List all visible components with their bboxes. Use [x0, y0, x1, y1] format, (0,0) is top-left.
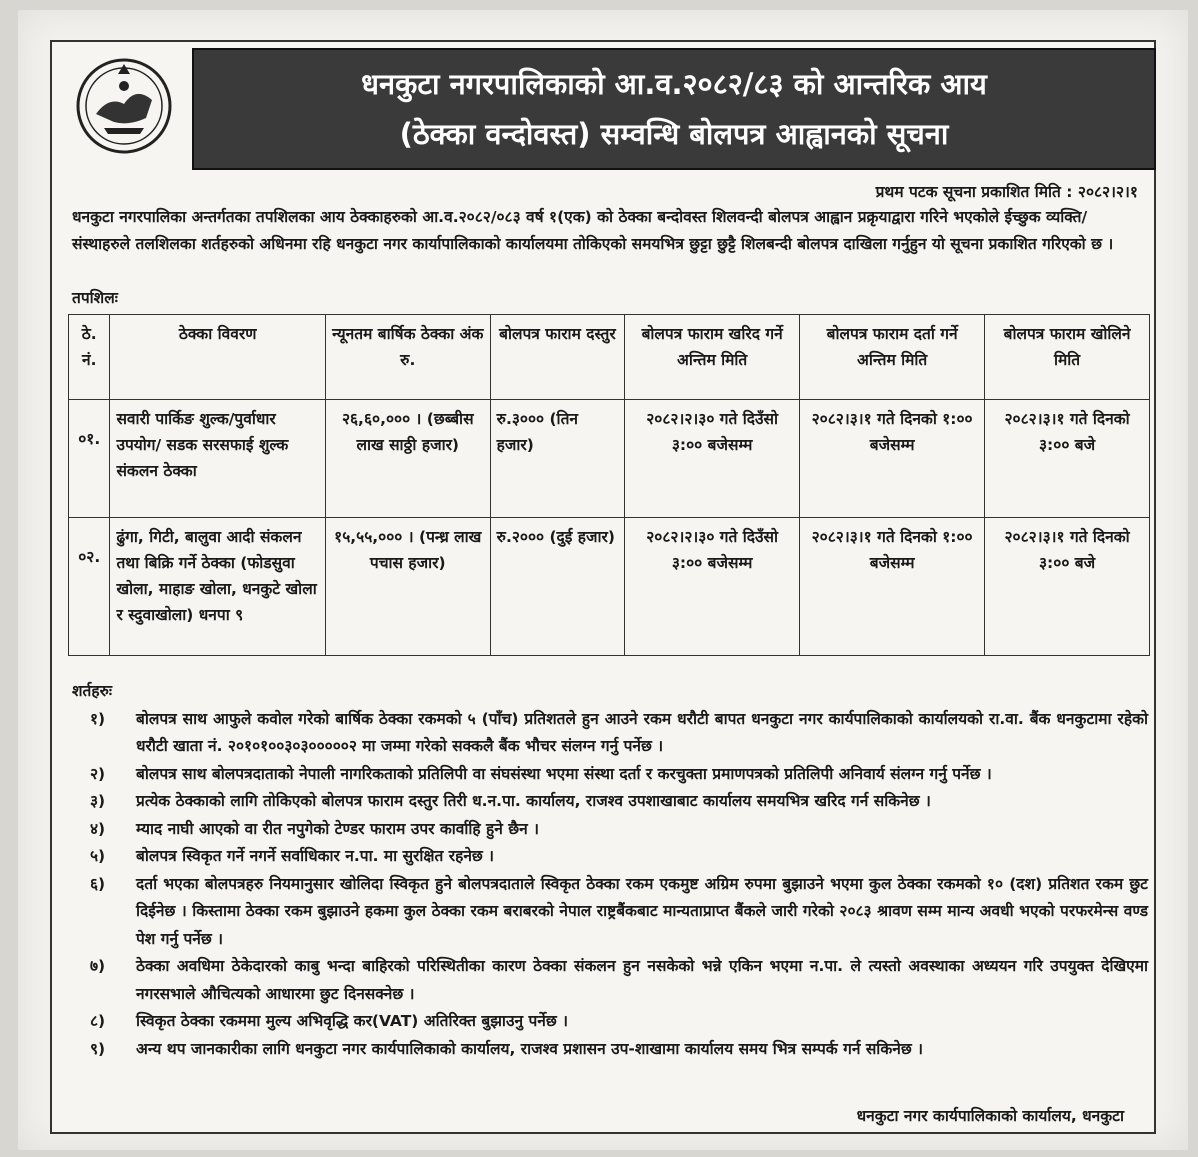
list-item: [72, 1036, 1148, 1064]
cell-reg-date: २०८२।३।१ गते दिनको १:०० बजेसम्म: [800, 400, 985, 518]
term-number: २): [90, 764, 106, 783]
schedule-label: तपशिलः: [72, 289, 118, 307]
term-text: अन्य थप जानकारीका लागि धनकुटा नगर कार्यपालिकाको कार्यालय, राजश्व प्रशासन उप-शाखामा कार्यालय समय भित्र सम्पर्क गर्न सकिनेछ ।: [136, 1039, 923, 1058]
publish-date: प्रथम पटक सूचना प्रकाशित मिति : २०८२।२।१: [875, 183, 1138, 201]
list-item: [72, 761, 1148, 789]
intro-paragraph: धनकुटा नगरपालिका अन्तर्गतका तपशिलका आय ठेक्काहरुको आ.व.२०८२/०८३ वर्ष १(एक) को ठेक्का बन्दोवस्त शिलवन्दी बोलपत्र आह्वान प्रक्रृयाद्वारा गरिने भएकोले ईच्छुक व्यक्ति/संस्थाहरुले तलशिलका शर्तहरुको अधिनमा रहि धनकुटा नगर कार्यापालिकाको कार्यालयमा तोकिएको समयभित्र छुट्टा छुट्टै शिलबन्दी बोलपत्र दाखिला गर्नुहुन यो सूचना प्रकाशित गरिएको छ ।: [72, 208, 1114, 253]
table-header-row: [69, 315, 1150, 400]
term-text: स्विकृत ठेक्का रकममा मुल्य अभिवृद्धि कर(VAT) अतिरिक्त बुझाउनु पर्नेछ ।: [136, 1012, 568, 1030]
col-header-amount: न्यूनतम बार्षिक ठेक्का अंक रु.: [325, 315, 490, 400]
notice-header: [52, 42, 1154, 174]
list-item: [72, 706, 1148, 761]
office-signature: धनकुटा नगर कार्यपालिकाको कार्यालय, धनकुटा: [856, 1107, 1124, 1125]
cell-desc: सवारी पार्किङ शुल्क/पुर्वाधार उपयोग/ सडक सरसफाई शुल्क संकलन ठेक्का: [110, 400, 325, 518]
term-number: ५): [90, 847, 106, 865]
terms-list: [72, 706, 1148, 1064]
term-number: ४): [90, 819, 106, 838]
notice-title-line2: (ठेक्का वन्दोवस्त) सम्वन्धि बोलपत्र आह्वानको सूचना: [399, 117, 949, 151]
term-text: बोलपत्र स्विकृत गर्ने नगर्ने सर्वाधिकार न.पा. मा सुरक्षित रहनेछ ।: [136, 847, 495, 865]
table-row: [69, 400, 1150, 518]
term-number: ८): [90, 1012, 106, 1030]
cell-amount: १५,५५,००० । (पन्ध्र लाख पचास हजार): [325, 518, 490, 656]
list-item: [72, 788, 1148, 816]
cell-fee: रु.२००० (दुई हजार): [490, 518, 624, 656]
col-header-open-date: बोलपत्र फाराम खोलिने मिति: [985, 315, 1150, 400]
notice-frame: [50, 40, 1156, 1134]
col-header-no: ठे. नं.: [69, 315, 110, 400]
table-row: [69, 518, 1150, 656]
term-text: बोलपत्र साथ आफुले कवोल गरेको बार्षिक ठेक्का रकमको ५ (पाँच) प्रतिशतले हुन आउने रकम धरौटी बापत धनकुटा नगर कार्यपालिकाको कार्यालयको रा.वा. बैंक धनकुटामा रहेको धरौटी खाता नं. २०१०१००३०३०००००२ मा जम्मा गरेको सक्कलै बैंक भौचर संलग्न गर्नु पर्नेछ ।: [136, 709, 1148, 755]
list-item: [72, 1008, 1148, 1036]
col-header-reg-date: बोलपत्र फाराम दर्ता गर्ने अन्तिम मिति: [800, 315, 985, 400]
list-item: [72, 953, 1148, 1008]
terms-heading: शर्तहरुः: [72, 682, 113, 700]
terms-section: [72, 678, 1148, 1063]
term-number: ७): [90, 957, 106, 975]
term-text: दर्ता भएका बोलपत्रहरु नियमानुसार खोलिदा स्विकृत हुने बोलपत्रदाताले स्विकृत ठेक्का रकम एकमुष्ट अग्रिम रुपमा बुझाउने भएमा कुल ठेक्का रकमको १० (दश) प्रतिशत रकम छुट दिईनेछ । किस्तामा ठेक्का रकम बुझाउने हकमा कुल ठेक्का रकम बराबरको नेपाल राष्ट्रबैंकबाट मान्यताप्राप्त बैंकले जारी गरेको २०८३ श्रावण सम्म मान्य अवधी भएको परफरमेन्स वण्ड पेश गर्नु पर्नेछ ।: [136, 874, 1148, 948]
col-header-buy-date: बोलपत्र फाराम खरिद गर्ने अन्तिम मिति: [625, 315, 800, 400]
cell-desc: ढुंगा, गिटी, बालुवा आदी संकलन तथा बिक्रि गर्ने ठेक्का (फोडसुवा खोला, माहाङ खोला, धनकुटे खोला र स्दुवाखोला) धनपा ९: [110, 518, 325, 656]
term-number: ३): [90, 792, 106, 810]
col-header-desc: ठेक्का विवरण: [110, 315, 325, 400]
cell-buy-date: २०८२।२।३० गते दिउँसो ३:०० बजेसम्म: [625, 518, 800, 656]
municipality-logo-icon: [74, 56, 174, 156]
term-text: म्याद नाघी आएको वा रीत नपुगेको टेण्डर फाराम उपर कार्वाहि हुने छैन ।: [136, 819, 540, 838]
list-item: [72, 816, 1148, 844]
newspaper-page: [18, 10, 1188, 1150]
list-item: [72, 843, 1148, 871]
cell-fee: रु.३००० (तिन हजार): [490, 400, 624, 518]
term-number: ६): [90, 874, 106, 893]
term-text: प्रत्येक ठेक्काको लागि तोकिएको बोलपत्र फाराम दस्तुर तिरी ध.न.पा. कार्यालय, राजश्व उपशाखाबाट कार्यालय समयभित्र खरिद गर्न सकिनेछ ।: [136, 792, 931, 810]
term-text: ठेक्का अवधिमा ठेकेदारको काबु भन्दा बाहिरको परिस्थितीका कारण ठेक्का संकलन हुन नसकेको भन्ने एकिन भएमा न.पा. ले त्यस्तो अवस्थाका अध्ययन गरि उपयुक्त देखिएमा नगरसभाले औचित्यको आधारमा छुट दिनसक्नेछ ।: [136, 957, 1148, 1003]
cell-buy-date: २०८२।२।३० गते दिउँसो ३:०० बजेसम्म: [625, 400, 800, 518]
cell-no: ०१.: [69, 400, 110, 518]
notice-title-line1: धनकुटा नगरपालिकाको आ.व.२०८२/८३ को आन्तरिक आय: [361, 67, 987, 101]
term-number: १): [90, 709, 106, 728]
term-text: बोलपत्र साथ बोलपत्रदाताको नेपाली नागरिकताको प्रतिलिपी वा संघसंस्था भएमा संस्था दर्ता र करचुक्ता प्रमाणपत्रको प्रतिलिपी अनिवार्य संलग्न गर्नु पर्नेछ ।: [136, 764, 992, 783]
cell-no: ०२.: [69, 518, 110, 656]
cell-reg-date: २०८२।३।१ गते दिनको १:०० बजेसम्म: [800, 518, 985, 656]
contract-table: [68, 314, 1150, 656]
cell-open-date: २०८२।३।१ गते दिनको ३:०० बजे: [985, 400, 1150, 518]
cell-open-date: २०८२।३।१ गते दिनको ३:०० बजे: [985, 518, 1150, 656]
list-item: [72, 871, 1148, 954]
notice-title-box: [192, 48, 1156, 170]
col-header-fee: बोलपत्र फाराम दस्तुर: [490, 315, 624, 400]
cell-amount: २६,६०,००० । (छब्बीस लाख साठ्ठी हजार): [325, 400, 490, 518]
term-number: ९): [90, 1039, 106, 1058]
